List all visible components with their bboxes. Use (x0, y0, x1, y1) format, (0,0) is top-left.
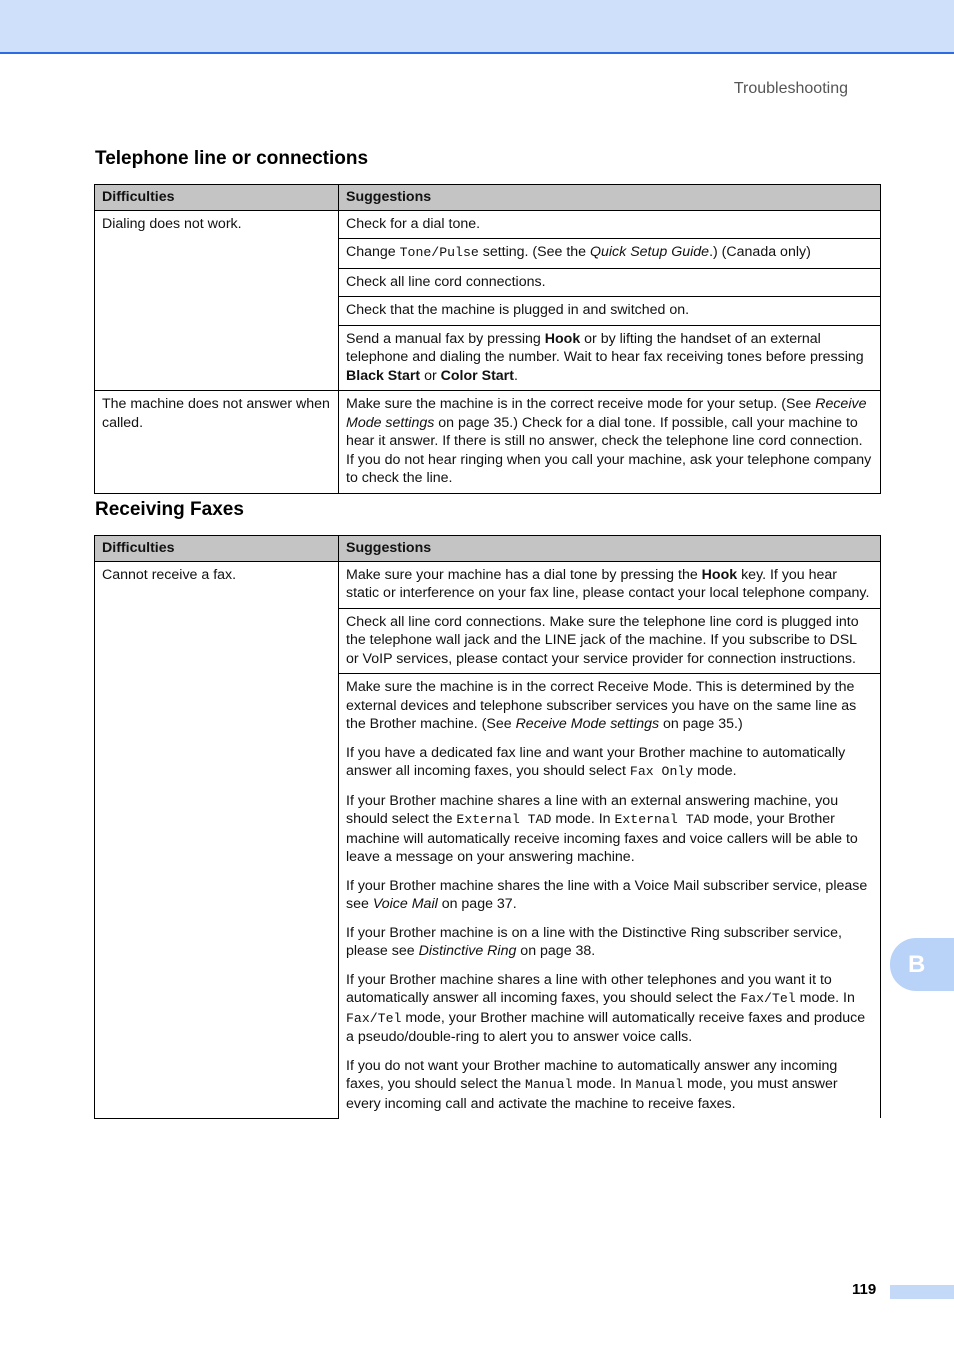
suggestion-cell: Make sure your machine has a dial tone by pressing the Hook key. If you hear static or interference on your fax line, please contact your local telephone company. (339, 561, 881, 608)
suggestion-cell: Make sure the machine is in the correct receive mode for your setup. (See Receive Mode settings on page 35.) Check for a dial tone. If possible, call your machine to hear it answer. If there is still no answer, check the telephone line cord connection. If you do not hear ringing when you call your machine, ask your telephone company to check the line. (339, 391, 881, 494)
table-row (95, 561, 881, 608)
table-header-row (95, 185, 881, 211)
paragraph: If you do not want your Brother machine to automatically answer any incoming faxes, you should select the Manual mode. In Manual mode, you must answer every incoming call and activate the machine to receive faxes. (346, 1057, 838, 1112)
header-difficulties: Difficulties (95, 185, 339, 211)
page-number-bar (890, 1285, 954, 1299)
header-suggestions: Suggestions (339, 536, 881, 562)
top-banner (0, 0, 954, 54)
table-row (95, 210, 881, 239)
receiving-table (94, 535, 881, 1119)
paragraph: If your Brother machine is on a line with the Distinctive Ring subscriber service, please see Distinctive Ring on page 38. (346, 924, 842, 959)
paragraph: If your Brother machine shares the line with a Voice Mail subscriber service, please see Voice Mail on page 37. (346, 877, 868, 912)
header-suggestions: Suggestions (339, 185, 881, 211)
difficulty-cell: The machine does not answer when called. (95, 391, 339, 494)
paragraph: If your Brother machine shares a line with an external answering machine, you should select the External TAD mode. In External TAD mode, your Brother machine will automatically receive incoming faxes and voice callers will be able to leave a message on your answering machine. (346, 792, 858, 865)
difficulty-cell: Dialing does not work. (95, 210, 339, 391)
telephone-table (94, 184, 881, 494)
suggestion-cell: Check all line cord connections. (339, 268, 881, 297)
suggestion-cell: Check for a dial tone. (339, 210, 881, 239)
suggestion-cell: Send a manual fax by pressing Hook or by lifting the handset of an external telephone and dialing the number. Wait to hear fax receiving tones before pressing Black Start or Color Start. (339, 325, 881, 391)
chapter-tab: B (890, 938, 954, 991)
section-title-telephone: Telephone line or connections (95, 148, 369, 169)
suggestion-cell (339, 674, 881, 1119)
paragraph: If your Brother machine shares a line with other telephones and you want it to automatically answer all incoming faxes, you should select the Fax/Tel mode. In Fax/Tel mode, your Brother machine will automatically receive faxes and produce a pseudo/double-ring to alert you to answer voice calls. (346, 971, 866, 1045)
running-header: Troubleshooting (733, 80, 848, 97)
paragraph: Make sure the machine is in the correct Receive Mode. This is determined by the external devices and telephone subscriber services you have on the same line as the Brother machine. (See Receive Mode settings on page 35.) (346, 679, 857, 732)
table-row (95, 391, 881, 494)
page-number: 119 (852, 1281, 877, 1298)
header-difficulties: Difficulties (95, 536, 339, 562)
suggestion-cell: Check all line cord connections. Make sure the telephone line cord is plugged into the telephone wall jack and the LINE jack of the machine. If you subscribe to DSL or VoIP services, please contact your service provider for connection instructions. (339, 608, 881, 674)
suggestion-cell: Change Tone/Pulse setting. (See the Quick Setup Guide.) (Canada only) (339, 239, 881, 269)
section-title-receiving: Receiving Faxes (95, 499, 244, 520)
suggestion-cell: Check that the machine is plugged in and switched on. (339, 297, 881, 326)
difficulty-cell: Cannot receive a fax. (95, 561, 339, 1118)
paragraph: If you have a dedicated fax line and want your Brother machine to automatically answer all incoming faxes, you should select Fax Only mode. (346, 744, 846, 779)
table-header-row (95, 536, 881, 562)
